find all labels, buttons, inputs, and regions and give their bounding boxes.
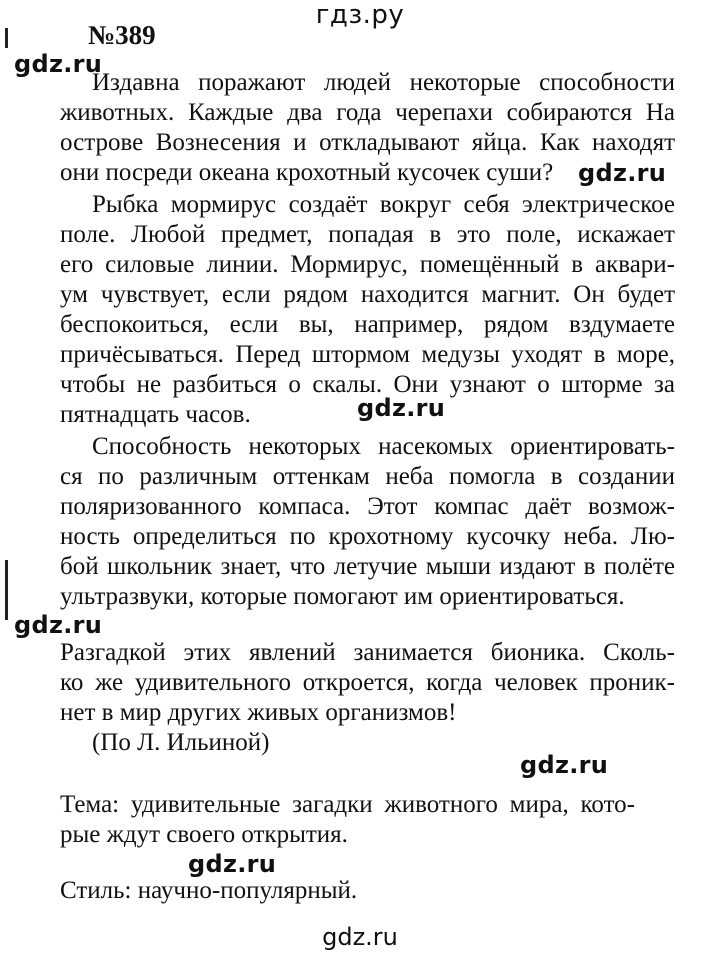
text-line: поляризованного компаса. Этот компас даёт возмож-: [60, 493, 675, 520]
text-line: ультразвуки, которые помогают им ориентироваться.: [60, 583, 625, 610]
text-line: причёсываться. Перед штормом медузы уходят в море,: [60, 341, 675, 368]
attribution: (По Л. Ильиной): [92, 729, 270, 756]
text-line: чтобы не разбиться о скалы. Они узнают о шторме за: [60, 371, 675, 398]
text-line: ность определиться по крохотному кусочку неба. Лю-: [60, 523, 675, 550]
watermark: gdz.ru: [578, 159, 667, 187]
site-title: гдз.ру: [315, 0, 405, 30]
text-line: ко же удивительного откроется, когда человек проник-: [60, 669, 675, 696]
left-margin-bar: [5, 28, 8, 48]
left-margin-bar: [5, 560, 8, 620]
exercise-number: №389: [88, 20, 156, 50]
footer-watermark: gdz.ru: [322, 923, 398, 951]
text-line: пятнадцать часов.: [60, 401, 251, 428]
text-line: бой школьник знает, что летучие мыши издают в полёте: [60, 553, 675, 580]
text-line: ум чувствует, если рядом находится магнит. Он будет: [60, 281, 675, 308]
watermark: gdz.ru: [188, 850, 277, 878]
watermark: gdz.ru: [357, 394, 446, 422]
text-line: ся по различным оттенкам неба помогла в создании: [60, 463, 675, 490]
watermark: gdz.ru: [520, 751, 609, 779]
text-line: поле. Любой предмет, попадая в это поле, искажает: [60, 221, 675, 248]
text-line: острове Вознесения и откладывают яйца. Как находят: [60, 129, 675, 156]
text-line: его силовые линии. Мормирус, помещённый в аквари-: [60, 251, 675, 278]
theme-line: Тема: удивительные загадки животного мира, кото-: [60, 791, 635, 818]
text-line: Рыбка мормирус создаёт вокруг себя электрическое: [92, 191, 675, 218]
theme-line: рые ждут своего открытия.: [60, 821, 348, 848]
text-line: нет в мир других живых организмов!: [60, 699, 457, 726]
text-line: Разгадкой этих явлений занимается бионика. Сколь-: [60, 639, 675, 666]
text-line: беспокоиться, если вы, например, рядом вздумаете: [60, 311, 675, 338]
watermark: gdz.ru: [14, 611, 103, 639]
style-line: Стиль: научно-популярный.: [60, 877, 358, 904]
watermark: gdz.ru: [14, 50, 103, 78]
text-line: Способность некоторых насекомых ориентировать-: [92, 433, 675, 460]
text-line: Издавна поражают людей некоторые способности: [92, 69, 675, 96]
text-line: животных. Каждые два года черепахи собираются На: [60, 99, 675, 126]
text-line: они посреди океана крохотный кусочек суши?: [60, 159, 554, 186]
